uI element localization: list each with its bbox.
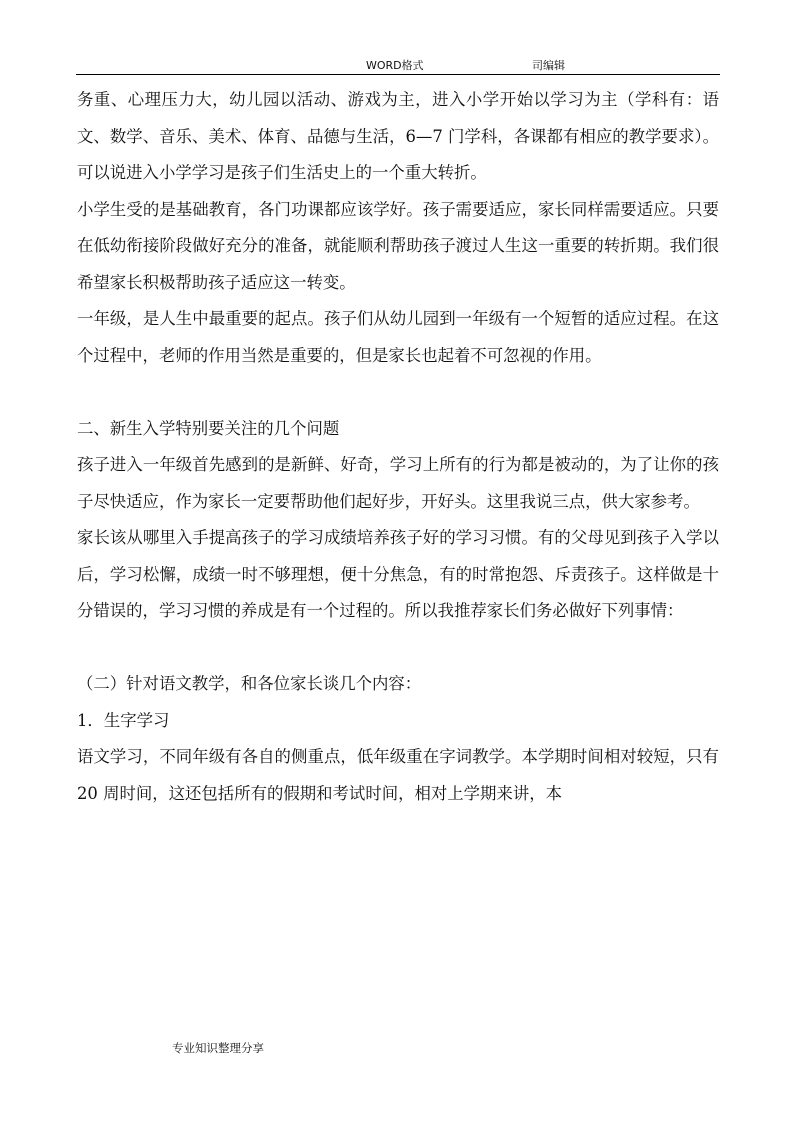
item-heading-new-characters: 1．生字学习 (77, 710, 170, 730)
blank-line (77, 630, 719, 667)
paragraph-first-grade: 一年级，是人生中最重要的起点。孩子们从幼儿园到一年级有一个短暂的适应过程。在这个过程中，老师的作用当然是重要的，但是家长也起着不可忽视的作用。 (77, 309, 719, 365)
paragraph-basic-education: 小学生受的是基础教育，各门功课都应该学好。孩子需要适应，家长同样需要适应。只要在低幼衔接阶段做好充分的准备，就能顺利帮助孩子渡过人生这一重要的转折期。我们很希望家长积极帮助孩子适应这一转变。 (77, 199, 719, 292)
paragraph-new-students: 孩子进入一年级首先感到的是新鲜、好奇，学习上所有的行为都是被动的，为了让你的孩子尽快适应，作为家长一定要帮助他们起好步，开好头。这里我说三点，供大家参考。 (77, 455, 719, 511)
page-header (76, 54, 720, 75)
paragraph-study-habits: 家长该从哪里入手提高孩子的学习成绩培养孩子好的学习习惯。有的父母见到孩子入学以后，学习松懈，成绩一时不够理想，便十分焦急，有的时常抱怨、斥责孩子。这样做是十分错误的，学习习惯的养成是有一个过程的。所以我推荐家长们务必做好下列事情： (77, 528, 719, 620)
document-body (77, 82, 719, 812)
blank-line (77, 374, 719, 411)
paragraph-chinese-learning: 语文学习，不同年级有各自的侧重点，低年级重在字词教学。本学期时间相对较短，只有 20 周时间，这还包括所有的假期和考试时间，相对上学期来讲，本 (77, 747, 719, 803)
header-format-label: WORD格式 (366, 59, 424, 72)
subsection-heading-chinese: （二）针对语文教学，和各位家长谈几个内容： (77, 674, 422, 693)
header-edit-label: 司编辑 (532, 59, 565, 72)
paragraph-intro-continued: 务重、心理压力大，幼儿园以活动、游戏为主，进入小学开始以学习为主（学科有：语文、数学、音乐、美术、体育、品德与生活，6—7 门学科，各课都有相应的教学要求）。可以说进入小学学习是孩子们生活史上的一个重大转折。 (77, 90, 719, 182)
page-footer: 专业知识整理分享 (172, 1041, 264, 1055)
section-heading-two: 二、新生入学特别要关注的几个问题 (77, 418, 340, 438)
